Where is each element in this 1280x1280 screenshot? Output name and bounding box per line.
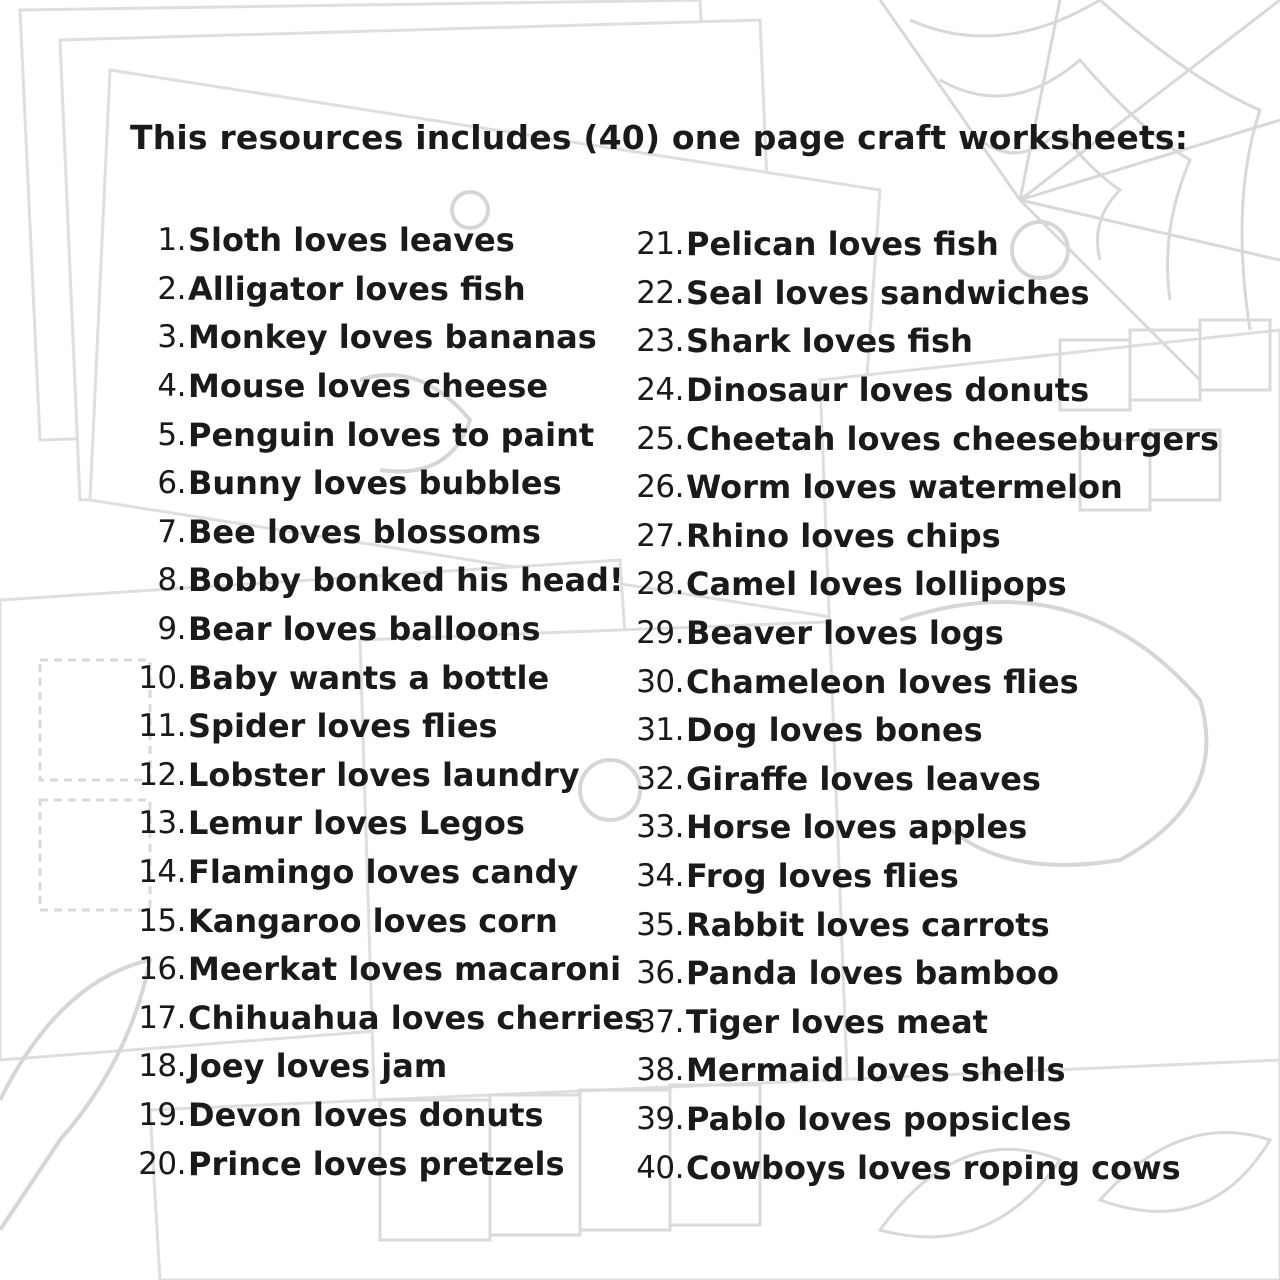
list-item-label: Bobby bonked his head! [188,561,624,600]
list-item [0,852,1219,901]
list-item [0,220,1219,269]
list-item-number: 22. [636,274,684,311]
list-item-number: 6. [157,465,186,502]
list-item-label: Dinosaur loves donuts [686,371,1090,410]
list-item-label: Spider loves flies [188,707,498,746]
list-item-number: 23. [636,323,684,360]
list-item-number: 30. [636,663,684,700]
list-item-number: 16. [138,951,186,988]
list-item [0,609,1219,658]
list-item-label: Penguin loves to paint [188,415,595,454]
list-item-number: 38. [636,1052,684,1089]
list-item-number: 8. [157,562,186,599]
list-item [0,657,1219,706]
list-item-label: Frog loves flies [686,857,959,896]
list-item-number: 31. [636,712,684,749]
list-item [0,463,1219,512]
list-item-label: Seal loves sandwiches [686,273,1090,312]
list-item [0,269,1219,318]
list-item-number: 37. [636,1003,684,1040]
list-item-label: Cowboys loves roping cows [686,1148,1181,1187]
list-item [0,1143,1219,1192]
list-item-number: 3. [157,319,186,356]
list-item [0,949,1219,998]
list-item-label: Prince loves pretzels [188,1144,565,1183]
list-item-label: Lobster loves laundry [188,755,580,794]
list-item-label: Baby wants a bottle [188,658,550,697]
list-item-label: Dog loves bones [686,711,983,750]
list-item-number: 10. [138,659,186,696]
list-item-number: 28. [636,566,684,603]
list-item-label: Monkey loves bananas [188,318,597,357]
list-item [0,1095,1219,1144]
list-item [0,414,1219,463]
list-item-number: 20. [138,1145,186,1182]
worksheet-list-right [0,220,1219,1192]
list-item [0,512,1219,561]
list-item-number: 18. [138,1048,186,1085]
list-item-number: 35. [636,906,684,943]
list-item-number: 17. [138,999,186,1036]
list-item [0,706,1219,755]
list-item-number: 26. [636,469,684,506]
list-item-label: Sloth loves leaves [188,221,515,260]
list-item [0,755,1219,804]
list-item-number: 36. [636,955,684,992]
list-item-number: 2. [157,270,186,307]
list-item-label: Worm loves watermelon [686,468,1123,507]
list-item-number: 33. [636,809,684,846]
list-item [0,560,1219,609]
list-item-number: 7. [157,513,186,550]
list-item-label: Lemur loves Legos [188,804,525,843]
list-item-label: Kangaroo loves corn [188,901,558,940]
list-item-number: 1. [157,222,186,259]
list-item-label: Flamingo loves candy [188,853,579,892]
list-item-label: Beaver loves logs [686,614,1004,653]
list-item-number: 32. [636,760,684,797]
list-item-number: 5. [157,416,186,453]
list-item-label: Devon loves donuts [188,1095,544,1134]
list-item-number: 34. [636,858,684,895]
list-item-label: Chameleon loves flies [686,662,1079,701]
list-item-label: Giraffe loves leaves [686,759,1041,798]
list-item [0,900,1219,949]
page-heading: This resources includes (40) one page craft worksheets: [130,118,1189,157]
list-item-label: Camel loves lollipops [686,565,1067,604]
list-item [0,366,1219,415]
list-item [0,317,1219,366]
list-item-label: Mermaid loves shells [686,1051,1066,1090]
list-item [0,803,1219,852]
list-item-number: 11. [138,708,186,745]
list-item-label: Bunny loves bubbles [188,464,562,503]
list-item-number: 4. [157,368,186,405]
list-item-label: Pablo loves popsicles [686,1099,1072,1138]
list-item-number: 9. [157,611,186,648]
list-item-label: Rhino loves chips [686,516,1001,555]
list-item-number: 29. [636,615,684,652]
list-item-label: Pelican loves fish [686,225,999,264]
list-item-label: Tiger loves meat [686,1002,988,1041]
list-item-number: 25. [636,420,684,457]
list-item-label: Panda loves bamboo [686,954,1060,993]
list-item-number: 15. [138,902,186,939]
list-item-number: 14. [138,854,186,891]
list-item-number: 12. [138,756,186,793]
list-item-label: Chihuahua loves cherries [188,998,644,1037]
list-item-label: Bear loves balloons [188,610,541,649]
list-item [0,1046,1219,1095]
list-item-number: 39. [636,1100,684,1137]
list-item-label: Cheetah loves cheeseburgers [686,419,1219,458]
list-item-label: Mouse loves cheese [188,367,549,406]
list-item-number: 21. [636,226,684,263]
list-item [0,998,1219,1047]
list-item-number: 24. [636,372,684,409]
list-item-label: Bee loves blossoms [188,512,541,551]
list-item-label: Horse loves apples [686,808,1028,847]
list-item-number: 13. [138,805,186,842]
list-item-number: 40. [636,1149,684,1186]
list-item-number: 19. [138,1096,186,1133]
list-item-label: Joey loves jam [188,1047,448,1086]
list-item-number: 27. [636,517,684,554]
list-item-label: Rabbit loves carrots [686,905,1050,944]
list-item-label: Meerkat loves macaroni [188,950,622,989]
list-item-label: Alligator loves fish [188,269,526,308]
list-item-label: Shark loves fish [686,322,973,361]
